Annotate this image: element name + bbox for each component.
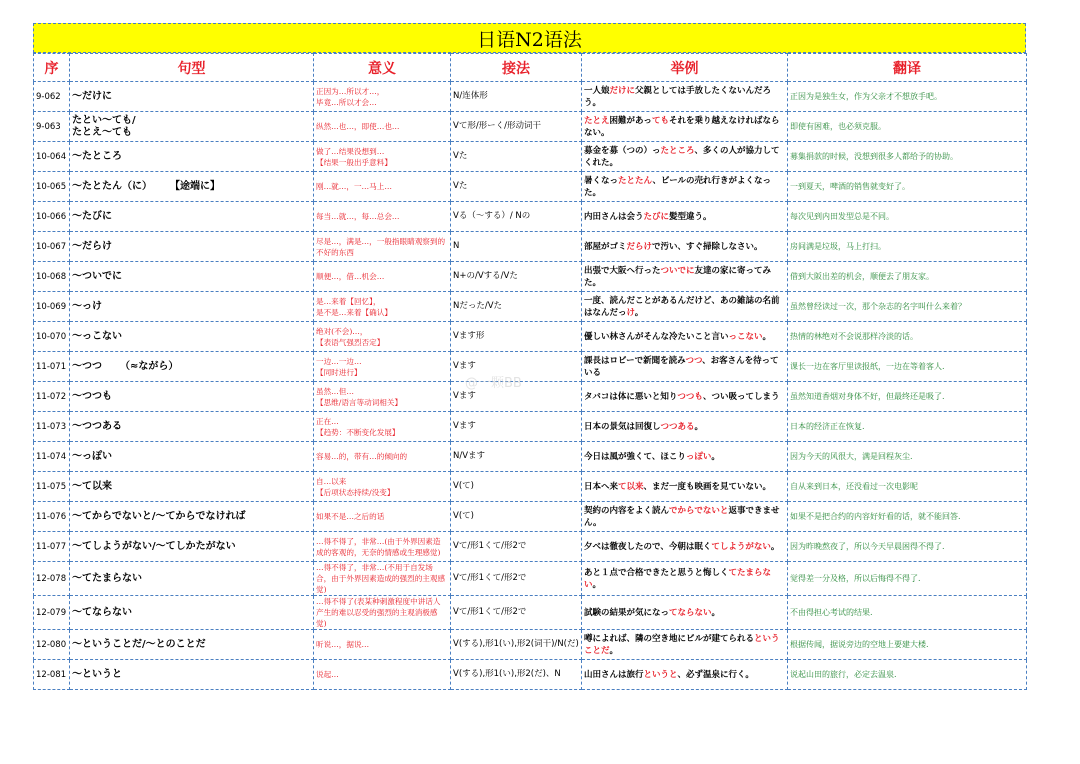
row-pattern: [70, 382, 314, 412]
table-row: [34, 292, 1027, 322]
row-meaning: 一边…一边… 【同时进行】: [314, 352, 451, 382]
example-text: 、まだ一度も映画を見ていない。: [643, 481, 772, 492]
row-translation: 一到夏天，啤酒的销售就变好了。: [788, 172, 1027, 202]
row-pattern: [70, 472, 314, 502]
row-example: [582, 502, 788, 532]
pattern-text: ～つつ: [72, 360, 102, 372]
example-text: 、必ず温泉に行く。: [677, 669, 754, 680]
example-text: あと１点で合格できたと思うと悔しく: [584, 567, 729, 578]
pattern-text: ～てならない: [72, 606, 132, 618]
row-index: 12-079: [34, 596, 70, 630]
row-pattern: [70, 630, 314, 660]
row-connection: Vます: [451, 352, 582, 382]
example-highlight: たとたん: [618, 175, 653, 186]
row-connection: Vます: [451, 412, 582, 442]
header-meaning: 意义: [314, 54, 451, 82]
row-index: 9-062: [34, 82, 70, 112]
row-example: [582, 352, 788, 382]
watermark: @一颗BB: [465, 376, 522, 391]
grammar-sheet: [33, 23, 1026, 690]
example-highlight: てならない: [669, 607, 712, 618]
row-example: [582, 596, 788, 630]
row-translation: 即使有困难，也必须克服。: [788, 112, 1027, 142]
example-text: 暑くなっ: [584, 175, 619, 186]
example-text: 。: [634, 307, 644, 318]
example-text: 噂によれば、隣の空き地にビルが建てられる: [584, 633, 755, 644]
example-highlight: てしようがない: [711, 541, 771, 552]
row-meaning: 绝对(不会)…， 【表语气强烈否定】: [314, 322, 451, 352]
example-text: 課長はロビーで新聞を読み: [584, 355, 686, 366]
row-index: 11-071: [34, 352, 70, 382]
pattern-text: ～てからでないと/～てからでなければ: [72, 510, 246, 522]
row-translation: 如果不是把合约的内容好好看的话，就不能回答.: [788, 502, 1027, 532]
row-example: [582, 112, 788, 142]
row-meaning: 自…以来 【后项状态持续/没变】: [314, 472, 451, 502]
example-text: 一度、読んだことがあるんだけど、あの雑誌の名前はなんだっ: [584, 295, 780, 318]
row-example: [582, 472, 788, 502]
row-example: [582, 660, 788, 690]
example-text: 部屋がゴミ: [584, 241, 627, 252]
example-highlight: ということだ: [584, 633, 780, 656]
row-pattern: [70, 660, 314, 690]
header-example: 举例: [582, 54, 788, 82]
example-text: で汚い、すぐ掃除しなさい。: [652, 241, 763, 252]
row-example: [582, 232, 788, 262]
row-meaning: 正因为…所以才…， 毕竟…所以才会…: [314, 82, 451, 112]
row-example: [582, 412, 788, 442]
row-connection: Vます形: [451, 322, 582, 352]
row-translation: 觉得差一分及格，所以后悔得不得了.: [788, 562, 1027, 596]
row-translation: 因为昨晚熬夜了，所以今天早晨困得不得了.: [788, 532, 1027, 562]
row-pattern: [70, 292, 314, 322]
example-text: 山田さんは旅行: [584, 669, 644, 680]
table-row: [34, 442, 1027, 472]
row-pattern: [70, 322, 314, 352]
table-row: [34, 232, 1027, 262]
row-index: 10-067: [34, 232, 70, 262]
table-row: [34, 202, 1027, 232]
row-example: [582, 142, 788, 172]
row-index: 10-064: [34, 142, 70, 172]
row-index: 10-066: [34, 202, 70, 232]
example-text: 契約の内容をよく読ん: [584, 505, 670, 516]
pattern-text: ～たびに: [72, 210, 112, 222]
row-translation: 房间满是垃圾，马上打扫。: [788, 232, 1027, 262]
row-example: [582, 322, 788, 352]
row-meaning: 如果不是…之后的话: [314, 502, 451, 532]
pattern-text: ～っけ: [72, 300, 102, 312]
example-text: 。: [762, 331, 772, 342]
row-translation: 募集捐款的时候，没想到很多人都给予的协助。: [788, 142, 1027, 172]
row-pattern: [70, 232, 314, 262]
pattern-text: ～だらけ: [72, 240, 112, 252]
example-text: 。: [711, 451, 720, 462]
example-highlight: だけに: [609, 85, 636, 96]
row-connection: Vた: [451, 172, 582, 202]
header-connection: 接法: [451, 54, 582, 82]
example-highlight: たびに: [643, 211, 670, 222]
row-index: 11-075: [34, 472, 70, 502]
example-text: 。: [694, 421, 704, 432]
pattern-text: ～つつも: [72, 390, 112, 402]
page-title: 日语N2语法: [33, 23, 1026, 53]
row-pattern: [70, 262, 314, 292]
row-connection: V(する),形1(い),形2(だ)、N: [451, 660, 582, 690]
row-example: [582, 172, 788, 202]
header-row: [34, 54, 1027, 82]
pattern-text: ～たところ: [72, 150, 122, 162]
table-row: [34, 596, 1027, 630]
row-example: [582, 382, 788, 412]
example-text: 、お客さんを待っている: [584, 355, 779, 378]
table-row: [34, 562, 1027, 596]
row-connection: Vて/形1くて/形2で: [451, 596, 582, 630]
row-pattern: [70, 352, 314, 382]
row-translation: 虽然曾经读过一次，那个杂志的名字叫什么来着？: [788, 292, 1027, 322]
row-index: 10-065: [34, 172, 70, 202]
row-pattern: [70, 412, 314, 442]
row-translation: 因为今天的风很大，满是回程灰尘.: [788, 442, 1027, 472]
grammar-table: [33, 53, 1027, 690]
row-translation: 借到大阪出差的机会，顺便去了朋友家。: [788, 262, 1027, 292]
example-text: 内田さんは会う: [584, 211, 644, 222]
pattern-text: ～ということだ/～とのことだ: [72, 638, 206, 650]
row-translation: 热情的林绝对不会说那样冷淡的话。: [788, 322, 1027, 352]
table-row: [34, 472, 1027, 502]
row-meaning: 尽是…，满是…，一般指眼睛观察到的不好的东西: [314, 232, 451, 262]
row-translation: 虽然知道香烟对身体不好，但最终还是吸了.: [788, 382, 1027, 412]
example-highlight: け: [626, 307, 635, 318]
example-text: 。: [770, 541, 780, 552]
example-highlight: っぽい: [685, 451, 712, 462]
row-connection: V(する),形1(い),形2(词干)/N(だ): [451, 630, 582, 660]
example-text: 、ビールの売れ行きがよくなった。: [584, 175, 772, 198]
example-text: 一人娘: [584, 85, 610, 96]
row-connection: N/Vます: [451, 442, 582, 472]
example-text: 日本の景気は回復し: [584, 421, 661, 432]
example-highlight: たとえ: [584, 115, 610, 126]
example-highlight: てたまらない: [584, 567, 772, 590]
row-index: 11-074: [34, 442, 70, 472]
row-meaning: 刚…就…，一…马上…: [314, 172, 451, 202]
row-meaning: 听说…，据说…: [314, 630, 451, 660]
row-connection: Vて/形1くて/形2で: [451, 532, 582, 562]
row-index: 12-081: [34, 660, 70, 690]
table-row: [34, 352, 1027, 382]
example-text: 夕べは徹夜したので、今朝は眠く: [584, 541, 712, 552]
row-example: [582, 292, 788, 322]
pattern-text: ～つつある: [72, 420, 122, 432]
example-text: 。: [609, 645, 619, 656]
example-text: 出張で大阪へ行った: [584, 265, 661, 276]
example-highlight: ても: [651, 115, 669, 126]
row-translation: 不由得担心考试的结果.: [788, 596, 1027, 630]
pattern-text: ～ついでに: [72, 270, 122, 282]
row-pattern: [70, 202, 314, 232]
row-connection: Vて/形1くて/形2で: [451, 562, 582, 596]
table-row: [34, 142, 1027, 172]
table-row: [34, 660, 1027, 690]
example-text: タバコは体に悪いと知り: [584, 391, 678, 402]
pattern-text: ～っぽい: [72, 450, 112, 462]
pattern-note: （≈ながら）: [120, 360, 179, 372]
row-translation: 说起山田的旅行，必定去温泉.: [788, 660, 1027, 690]
example-text: 募金を募（つの）っ: [584, 145, 661, 156]
table-row: [34, 382, 1027, 412]
row-meaning: 说起…: [314, 660, 451, 690]
row-pattern: [70, 502, 314, 532]
row-meaning: 每当…就…，每…总会…: [314, 202, 451, 232]
header-pattern: 句型: [70, 54, 314, 82]
row-example: [582, 562, 788, 596]
row-translation: 每次见到内田发型总是不同。: [788, 202, 1027, 232]
row-index: 10-068: [34, 262, 70, 292]
example-text: 試験の結果が気になっ: [584, 607, 670, 618]
row-connection: N+の/Vする/Vた: [451, 262, 582, 292]
table-row: [34, 262, 1027, 292]
example-highlight: つつある: [660, 421, 695, 432]
table-body: [34, 82, 1027, 690]
row-meaning: 顺便…，借…机会…: [314, 262, 451, 292]
row-meaning: 正在… 【趋势：不断变化发展】: [314, 412, 451, 442]
example-text: 髪型違う。: [669, 211, 712, 222]
row-meaning: …得不得了(表某种刺激程度中讲话人产生的难以忍受的强烈的主观消极感觉): [314, 596, 451, 630]
example-highlight: ついでに: [660, 265, 695, 276]
example-highlight: でからでないと: [669, 505, 729, 516]
row-meaning: 纵然…也…，即使…也…: [314, 112, 451, 142]
row-example: [582, 82, 788, 112]
table-row: [34, 502, 1027, 532]
example-highlight: つつ: [685, 355, 703, 366]
table-row: [34, 172, 1027, 202]
example-highlight: て以来: [618, 481, 644, 492]
table-row: [34, 412, 1027, 442]
row-pattern: [70, 142, 314, 172]
example-text: 返事できません。: [584, 505, 780, 528]
row-index: 9-063: [34, 112, 70, 142]
row-pattern: [70, 442, 314, 472]
row-connection: Vる（～する）/ Nの: [451, 202, 582, 232]
row-connection: Nだった/Vた: [451, 292, 582, 322]
example-text: 困難があっ: [609, 115, 652, 126]
row-connection: V(て): [451, 472, 582, 502]
pattern-text: ～っこない: [72, 330, 122, 342]
row-example: [582, 630, 788, 660]
pattern-text: ～だけに: [72, 90, 112, 102]
row-index: 11-076: [34, 502, 70, 532]
row-index: 11-072: [34, 382, 70, 412]
row-pattern: [70, 112, 314, 142]
row-meaning: …得不得了，非常…(不用于自发场合，由于外界因素造成的强烈的主观感觉): [314, 562, 451, 596]
row-meaning: …得不得了，非常…(由于外界因素造成的客观的，无奈的情感或生理感觉): [314, 532, 451, 562]
pattern-note: 【途端に】: [170, 180, 220, 192]
pattern-text: ～てしようがない/～てしかたがない: [72, 540, 236, 552]
row-connection: N/连体形: [451, 82, 582, 112]
row-index: 10-070: [34, 322, 70, 352]
row-meaning: 虽然…但… 【思维/语言等动词相关】: [314, 382, 451, 412]
example-text: 優しい林さんがそんな冷たいこと言い: [584, 331, 729, 342]
row-meaning: 容易…的，带有…的倾向的: [314, 442, 451, 472]
pattern-text: ～てたまらない: [72, 572, 142, 584]
table-row: [34, 630, 1027, 660]
table-row: [34, 322, 1027, 352]
example-text: それを乗り越えなければならない。: [584, 115, 780, 138]
example-highlight: だらけ: [626, 241, 653, 252]
row-connection: Vて形/形ーく/形动词干: [451, 112, 582, 142]
pattern-text: ～て以来: [72, 480, 112, 492]
row-index: 11-073: [34, 412, 70, 442]
row-translation: 正因为是独生女，作为父亲才不想放手吧。: [788, 82, 1027, 112]
example-text: 。: [592, 579, 602, 590]
row-connection: N: [451, 232, 582, 262]
row-example: [582, 532, 788, 562]
example-text: 日本へ来: [584, 481, 619, 492]
example-highlight: つつも: [677, 391, 703, 402]
row-translation: 自从来到日本，还没看过一次电影呢: [788, 472, 1027, 502]
row-example: [582, 442, 788, 472]
example-highlight: っこない: [728, 331, 763, 342]
row-connection: Vます: [451, 382, 582, 412]
table-row: [34, 112, 1027, 142]
row-index: 10-069: [34, 292, 70, 322]
row-pattern: [70, 82, 314, 112]
header-index: 序: [34, 54, 70, 82]
example-highlight: たところ: [660, 145, 695, 156]
example-text: 友達の家に寄ってみた。: [584, 265, 772, 288]
row-meaning: 做了…结果没想到… 【结果一般出乎意料】: [314, 142, 451, 172]
example-text: 、つい吸ってしまう: [702, 391, 780, 402]
row-connection: Vた: [451, 142, 582, 172]
row-translation: 日本的经济正在恢复.: [788, 412, 1027, 442]
row-index: 12-080: [34, 630, 70, 660]
example-text: 、多くの人が協力してくれた。: [584, 145, 780, 168]
pattern-text: ～というと: [72, 668, 122, 680]
pattern-text: たとい～ても/ たとえ～ても: [72, 114, 136, 138]
example-text: 父親としては手放したくないんだろう。: [584, 85, 772, 108]
pattern-text: ～たとたん（に）: [72, 180, 152, 192]
row-example: [582, 202, 788, 232]
row-pattern: [70, 596, 314, 630]
row-translation: 课长一边在客厅里读报纸，一边在等着客人.: [788, 352, 1027, 382]
row-index: 12-078: [34, 562, 70, 596]
row-example: [582, 262, 788, 292]
row-translation: 根据传闻，据说旁边的空地上要建大楼.: [788, 630, 1027, 660]
example-text: 。: [711, 607, 721, 618]
row-index: 11-077: [34, 532, 70, 562]
row-pattern: [70, 532, 314, 562]
row-pattern: [70, 562, 314, 596]
table-row: [34, 532, 1027, 562]
table-row: [34, 82, 1027, 112]
row-meaning: 是…来着【回忆】， 是不是…来着【确认】: [314, 292, 451, 322]
example-highlight: というと: [643, 669, 678, 680]
header-translation: 翻译: [788, 54, 1027, 82]
example-text: 今日は風が強くて、ほこり: [584, 451, 686, 462]
row-connection: V(て): [451, 502, 582, 532]
row-pattern: [70, 172, 314, 202]
